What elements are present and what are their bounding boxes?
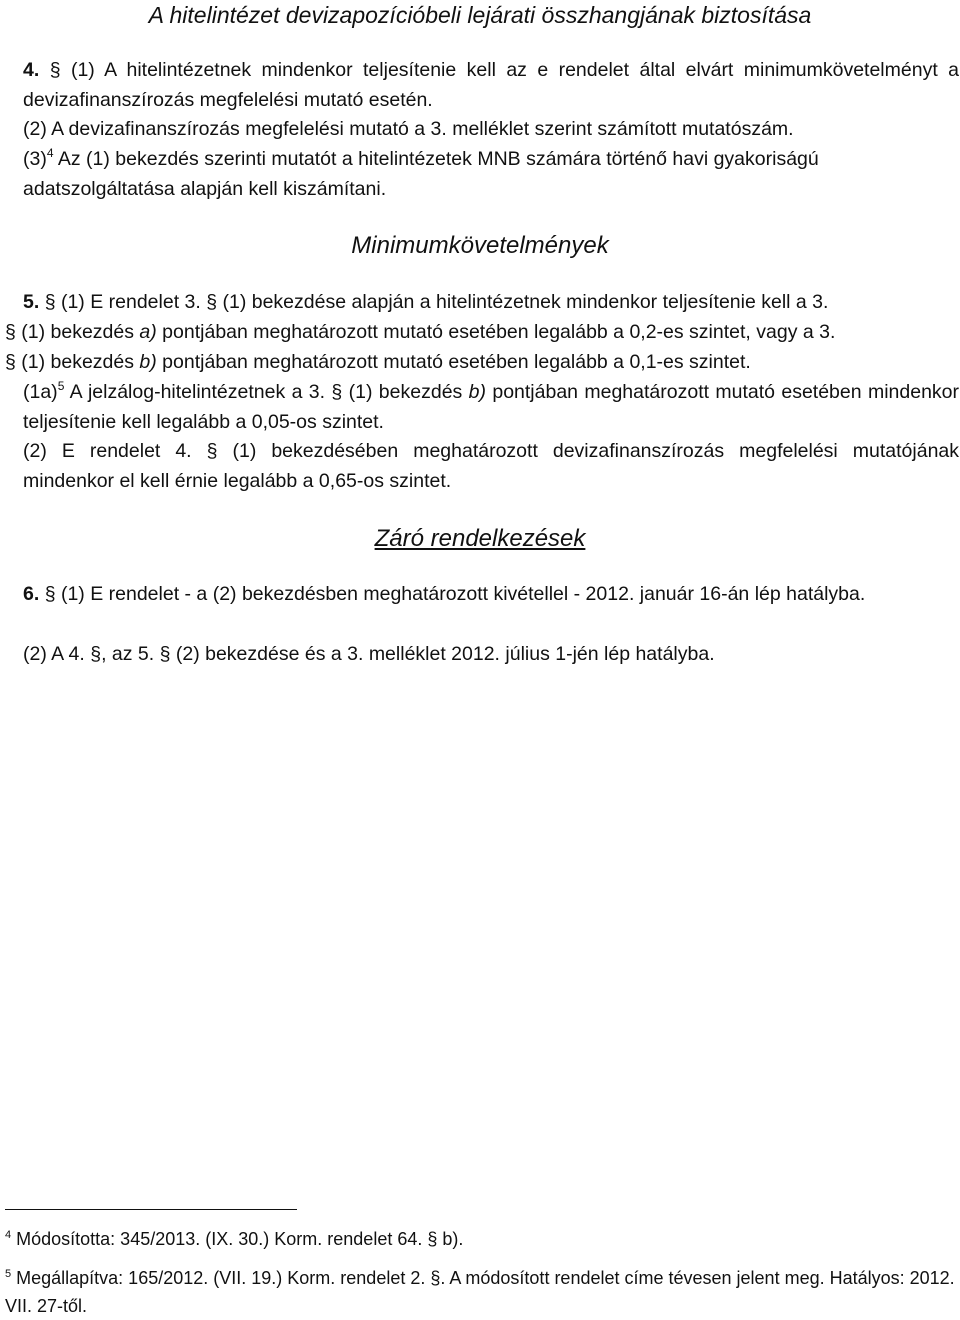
footnote-mark-5: 5 — [5, 1268, 12, 1280]
section-sign: § — [44, 583, 56, 605]
text-run: (2) A 4. — [23, 643, 91, 665]
section-4-paragraph-1 — [5, 56, 959, 115]
section-4-paragraph-3 — [5, 145, 959, 204]
footnote-ref-4[interactable]: 4 — [46, 146, 54, 160]
section-5-paragraph-1 — [5, 288, 959, 318]
heading-final-provisions-text: Záró rendelkezések — [374, 525, 586, 552]
text-run: b). — [437, 1229, 464, 1249]
section-sign: § — [427, 1229, 438, 1249]
point-label: b) — [468, 381, 486, 403]
text-run: (1) bekezdés — [15, 321, 140, 343]
section-6-paragraph-1 — [5, 580, 959, 610]
text-run: (1) E rendelet 3. — [55, 291, 207, 313]
text-run: (2) E rendelet 4. — [23, 440, 207, 462]
text-run: (1) bekezdés — [15, 351, 140, 373]
text-run: A jelzálog-hitelintézetnek a 3. — [64, 381, 332, 403]
section-5-paragraph-1-line-2 — [5, 318, 959, 348]
text-run: Módosította: 345/2013. (IX. 30.) Korm. rendelet 64. — [11, 1229, 428, 1249]
section-4-paragraph-3-text: Az (1) bekezdés szerinti mutatót a hitelintézetek MNB számára történő havi gyakoriságú adatszolgáltatása alapján kell kiszámítani. — [23, 148, 819, 200]
section-5-paragraph-1-line-3 — [5, 348, 959, 378]
footnote-mark-4: 4 — [5, 1229, 12, 1241]
heading-minimum-requirements: Minimumkövetelmények — [351, 232, 609, 259]
document-title: A hitelintézet devizapozícióbeli lejárati összhangjának biztosítása — [148, 2, 812, 28]
section-4-paragraph-1-text: (1) A hitelintézetnek mindenkor teljesítenie kell az e rendelet által elvárt minimumkövetelményt a devizafinanszírozás megfelelési mutató esetén. — [23, 59, 959, 111]
section-4-number: 4. — [23, 59, 40, 81]
paragraph-number: (3) — [23, 148, 47, 170]
section-sign: § — [206, 291, 218, 313]
footnote-ref-5[interactable]: 5 — [57, 379, 65, 393]
text-run: (2) bekezdése és a 3. melléklet 2012. július 1-jén lép hatályba. — [170, 643, 715, 665]
section-6-number: 6. — [23, 583, 40, 605]
text-run: , az 5. — [101, 643, 160, 665]
text-run: (1) bekezdés — [342, 381, 469, 403]
text-run: (1) E rendelet - a (2) bekezdésben meghatározott kivétellel - 2012. január 16-án lép hatályba. — [55, 583, 866, 605]
section-sign: § — [49, 59, 61, 81]
section-sign: § — [430, 1268, 441, 1288]
footnote-5 — [5, 1264, 959, 1320]
text-run: Megállapítva: 165/2012. (VII. 19.) Korm. rendelet 2. — [11, 1268, 431, 1288]
section-sign: § — [5, 351, 16, 373]
section-sign: § — [44, 291, 56, 313]
section-sign: § — [331, 381, 343, 403]
text-run: pontjában meghatározott mutató esetében legalább a 0,1-es szintet. — [156, 351, 751, 373]
section-6-paragraph-2 — [5, 640, 959, 670]
point-label: a) — [139, 321, 157, 343]
heading-final-provisions — [0, 524, 960, 554]
text-run: pontjában meghatározott mutató esetében mindenkor teljesítenie kell legalább a 0,05-os szintet. — [23, 381, 959, 433]
text-run: pontjában meghatározott mutató esetében legalább a 0,2-es szintet, vagy a 3. — [156, 321, 836, 343]
text-run: . A módosított rendelet címe tévesen jelent meg. Hatályos: 2012. VII. 27-től. — [5, 1268, 955, 1316]
section-5-number: 5. — [23, 291, 40, 313]
section-sign: § — [90, 643, 102, 665]
section-sign: § — [206, 440, 218, 462]
text-run: (1) bekezdése alapján a hitelintézetnek mindenkor teljesítenie kell a 3. — [217, 291, 829, 313]
footnote-separator — [5, 1209, 297, 1210]
section-sign: § — [159, 643, 171, 665]
point-label: b) — [139, 351, 157, 373]
section-4-paragraph-2: (2) A devizafinanszírozás megfelelési mutató a 3. melléklet szerint számított mutatószám. — [23, 118, 794, 140]
section-5-paragraph-2 — [5, 437, 959, 496]
text-run: (1) bekezdésében meghatározott devizafinanszírozás megfelelési mutatójának mindenkor el kell érnie legalább a 0,65-os szintet. — [23, 440, 960, 492]
section-sign: § — [5, 321, 16, 343]
footnote-4 — [5, 1225, 959, 1253]
section-5-paragraph-1a — [5, 378, 959, 437]
paragraph-number: (1a) — [23, 381, 58, 403]
